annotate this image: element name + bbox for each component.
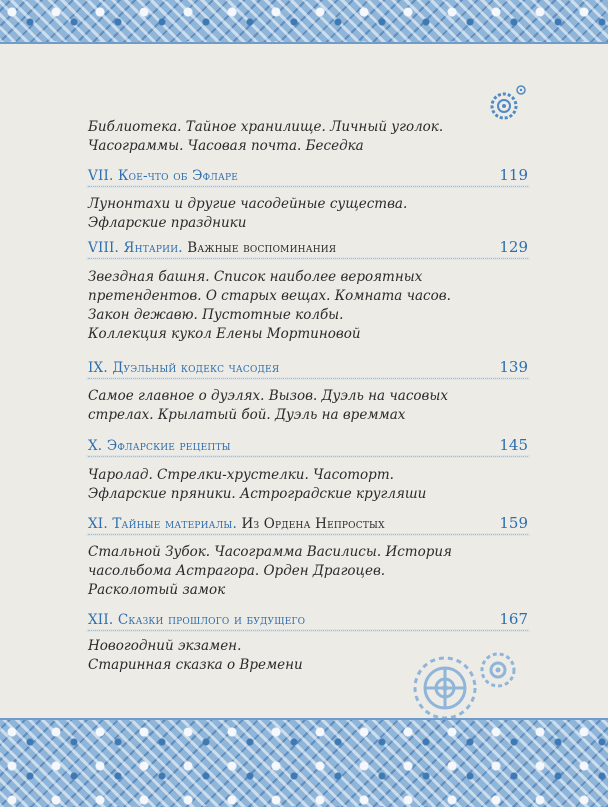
entry-line: Эфларские праздники (88, 215, 247, 231)
entry-line: Закон дежавю. Пустотные колбы. (88, 307, 344, 323)
entry-line: Самое главное о дуэлях. Вызов. Дуэль на часовых (88, 388, 448, 404)
chapter-page-number: 119 (496, 166, 528, 184)
entry-line: Стальной Зубок. Часограмма Василисы. История (88, 544, 452, 560)
chapter-page-number: 129 (496, 238, 528, 256)
chapter-heading[interactable] (88, 608, 528, 631)
entry-line: Звездная башня. Список наиболее вероятных (88, 269, 423, 285)
chapter-title: Дуэльный кодекс часодея (112, 360, 280, 376)
chapter-entry-text (88, 466, 528, 504)
chapter-heading[interactable] (88, 236, 528, 259)
chapter-title: Кое-что об Эфларе (118, 168, 239, 184)
chapter-subtitle: Важные воспоминания (187, 240, 337, 256)
chapter-page-number: 167 (496, 610, 528, 628)
entry-line: Расколотый замок (88, 582, 226, 598)
chapter-title: Янтарии. (123, 240, 183, 256)
intro-entry-text (88, 118, 528, 156)
chapter-heading[interactable] (88, 434, 528, 457)
decorative-border-top (0, 0, 608, 44)
chapter-heading[interactable] (88, 164, 528, 187)
chapter-title: Тайные материалы. (112, 516, 237, 532)
chapter-heading[interactable] (88, 356, 528, 379)
entry-line: претендентов. О старых вещах. Комната часов. (88, 288, 451, 304)
entry-line: Эфларские пряники. Астроградские кругляши (88, 486, 427, 502)
chapter-title: Сказки прошлого и будущего (117, 612, 306, 628)
entry-line: Старинная сказка о Времени (88, 657, 303, 673)
chapter-numeral: X. (88, 438, 103, 454)
gear-ornament-icon (486, 82, 530, 122)
chapter-page-number: 139 (496, 358, 528, 376)
chapter-numeral: XI. (88, 516, 108, 532)
gear-ornament-icon (400, 640, 530, 720)
entry-line: Коллекция кукол Елены Мортиновой (88, 326, 361, 342)
entry-line: часольбома Астрагора. Орден Драгоцев. (88, 563, 386, 579)
chapter-numeral: VII. (88, 168, 114, 184)
entry-line: Лунонтахи и другие часодейные существа. (88, 196, 408, 212)
chapter-subtitle: Из Ордена Непростых (241, 516, 385, 532)
chapter-entry-text (88, 195, 528, 233)
chapter-entry-text (88, 543, 528, 600)
chapter-entry-text (88, 387, 528, 425)
chapter-title: Эфларские рецепты (106, 438, 231, 454)
chapter-page-number: 159 (496, 514, 528, 532)
chapter-heading[interactable] (88, 512, 528, 535)
entry-line: Чаролад. Стрелки-хрустелки. Часоторт. (88, 467, 394, 483)
chapter-numeral: XII. (88, 612, 114, 628)
entry-line: стрелах. Крылатый бой. Дуэль на времмах (88, 407, 406, 423)
chapter-page-number: 145 (496, 436, 528, 454)
chapter-entry-text (88, 268, 528, 344)
chapter-numeral: IX. (88, 360, 108, 376)
entry-line: Новогодний экзамен. (88, 638, 242, 654)
entry-line: Часограммы. Часовая почта. Беседка (88, 138, 364, 154)
chapter-numeral: VIII. (88, 240, 120, 256)
decorative-border-bottom (0, 718, 608, 807)
entry-line: Библиотека. Тайное хранилище. Личный уголок. (88, 119, 444, 135)
